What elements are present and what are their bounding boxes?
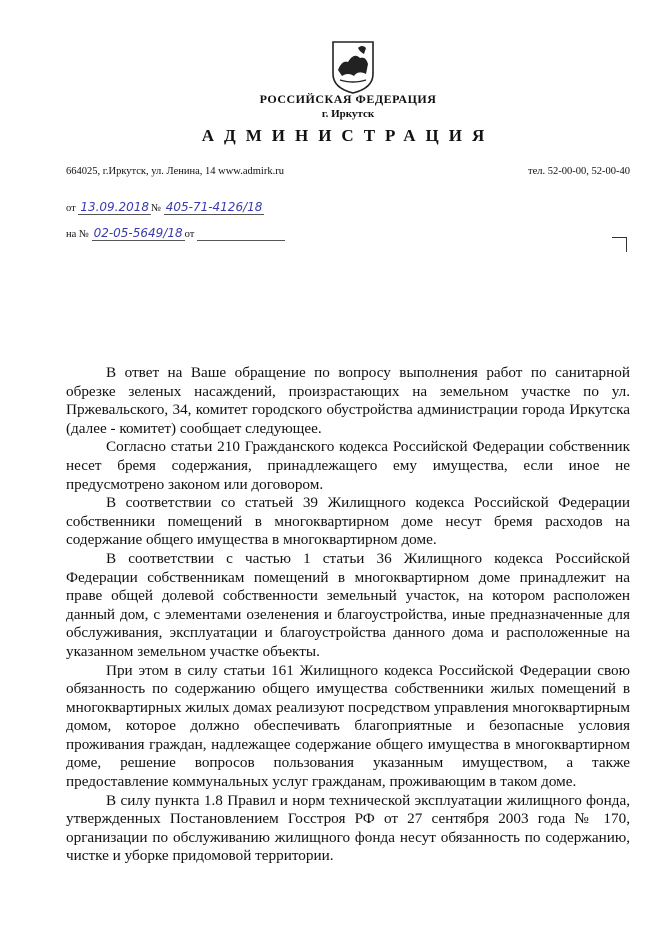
body-paragraph: При этом в силу статьи 161 Жилищного кодекса Российской Федерации свою обязанность по содержанию общего имущества собственники жилых помещений в многоквартирных жилых домах реализуют посредством управления многоквартирным домом, которое должно обеспечивать благоприятные и безопасные условия проживания граждан, надлежащее содержание общего имущества в многоквартирном доме, решение вопросов пользования указанным имуществом, а также предоставление коммунальных услуг гражданам, проживающим в таком доме. — [66, 661, 630, 791]
ref-date-blank — [197, 229, 285, 241]
number-label: № — [151, 203, 162, 214]
address-block-corner-mark — [612, 237, 627, 252]
incoming-reference — [66, 226, 285, 241]
body-paragraph: В силу пункта 1.8 Правил и норм технической эксплуатации жилищного фонда, утвержденных Постановлением Госстроя РФ от 27 сентября 2003 года № 170, организации по обслуживанию жилищного фонда несут обязанность по содержанию, чистке и уборке придомовой территории. — [66, 791, 630, 865]
ref-label: на № — [66, 229, 89, 240]
body-paragraph: Согласно статьи 210 Гражданского кодекса Российской Федерации собственник несет бремя содержания, принадлежащего ему имущества, если иное не предусмотрено законом или договором. — [66, 438, 630, 493]
ref-number: 02-05-5649/18 — [93, 226, 183, 240]
outgoing-date: 13.09.2018 — [80, 200, 150, 214]
org-country: РОССИЙСКАЯ ФЕДЕРАЦИЯ — [259, 92, 437, 106]
org-title: АДМИНИСТРАЦИЯ — [201, 126, 495, 145]
outgoing-registration — [66, 200, 264, 214]
outgoing-number: 405-71-4126/18 — [165, 200, 263, 214]
org-city: г. Иркутск — [321, 108, 375, 120]
org-address: 664025, г.Иркутск, ул. Ленина, 14 www.admirk.ru — [66, 166, 284, 177]
body-paragraph: В соответствии с частью 1 статьи 36 Жилищного кодекса Российской Федерации собственникам помещений в многоквартирном доме принадлежит на праве общей долевой собственности земельный участок, на котором расположен данный дом, с элементами озеленения и благоустройства, иные предназначенные для обслуживания, эксплуатации и благоустройства данного дома и расположенные на указанном земельном участке объекты. — [66, 549, 630, 660]
coat-of-arms-icon — [330, 40, 376, 94]
body-paragraph: В ответ на Ваше обращение по вопросу выполнения работ по санитарной обрезке зеленых насаждений, произрастающих на земельном участке по ул. Пржевальского, 34, комитет городского обустройства администрации города Иркутска (далее - комитет) сообщает следующее. — [66, 364, 630, 437]
from-label: от — [66, 203, 76, 214]
letter-body — [66, 364, 630, 866]
body-paragraph: В соответствии со статьей 39 Жилищного кодекса Российской Федерации собственники помещений в многоквартирном доме несут бремя расходов на содержание общего имущества в многоквартирном доме. — [66, 494, 630, 549]
org-phone: тел. 52-00-00, 52-00-40 — [528, 166, 630, 177]
ref-from-label: от — [184, 229, 195, 240]
